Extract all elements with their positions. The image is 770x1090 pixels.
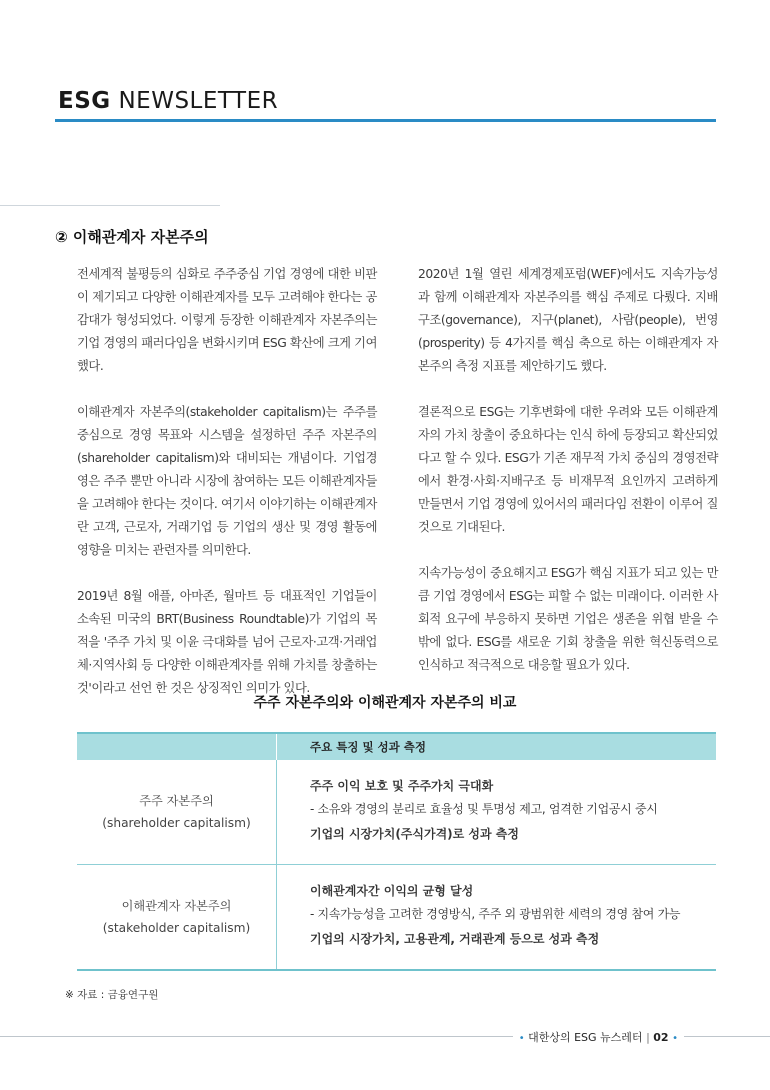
- section-title: ② 이해관계자 자본주의: [55, 228, 209, 246]
- row-detail: - 소유와 경영의 분리로 효율성 및 투명성 제고, 엄격한 기업공시 중시: [310, 802, 658, 816]
- row-label-cell: [77, 760, 276, 864]
- section-divider: [0, 205, 220, 206]
- page-number: 02: [653, 1031, 669, 1044]
- table-title: 주주 자본주의와 이해관계자 자본주의 비교: [253, 695, 517, 711]
- paragraph: 2019년 8월 애플, 아마존, 월마트 등 대표적인 기업들이 소속된 미국의 BRT(Business Roundtable)가 기업의 목적을 '주주 가치 및 이윤 극대화를 넘어 근로자·고객·거래업체·지역사회 등 다양한 이해관계자를 위해 가치를 창출하는 것'이라고 선언 한 것은 상징적인 의미가 있다.: [77, 589, 377, 695]
- table-header-empty-cell: [77, 734, 276, 760]
- row-label: 주주 자본주의: [139, 794, 214, 808]
- row-label: 이해관계자 자본주의: [121, 899, 232, 913]
- footer-separator: |: [646, 1031, 650, 1044]
- row-measure: 기업의 시장가치, 고용관계, 거래관계 등으로 성과 측정: [310, 932, 600, 946]
- row-measure: 기업의 시장가치(주식가격)로 성과 측정: [310, 827, 519, 841]
- left-column: [77, 263, 377, 723]
- newsletter-header: [58, 88, 278, 114]
- row-key-point: 주주 이익 보호 및 주주가치 극대화: [310, 779, 494, 793]
- bullet-dot-icon: •: [672, 1033, 678, 1044]
- header-title: NEWSLETTER: [118, 88, 279, 114]
- source-note: ※ 자료 : 금융연구원: [65, 989, 159, 1001]
- table-header-row: [77, 734, 716, 760]
- row-key-point: 이해관계자간 이익의 균형 달성: [310, 884, 474, 898]
- row-label-en: (shareholder capitalism): [102, 816, 251, 830]
- row-content-cell: [276, 865, 716, 969]
- table-header-cell: 주요 특징 및 성과 측정: [276, 734, 716, 760]
- bullet-dot-icon: •: [518, 1033, 525, 1044]
- table-row: [77, 760, 716, 864]
- paragraph: 지속가능성이 중요해지고 ESG가 핵심 지표가 되고 있는 만큼 기업 경영에서 ESG는 피할 수 없는 미래이다. 이러한 사회적 요구에 부응하지 못하면 기업은 생존을 위협 받을 수 밖에 없다. ESG를 새로운 기회 창출을 위한 혁신동력으로 인식하고 적극적으로 대응할 필요가 있다.: [418, 566, 718, 672]
- paragraph: 이해관계자 자본주의(stakeholder capitalism)는 주주를 중심으로 경영 목표와 시스템을 설정하던 주주 자본주의(shareholder capitalism)와 대비되는 개념이다. 기업경영은 주주 뿐만 아니라 시장에 참여하는 모든 이해관계자들을 고려해야 한다는 것이다. 여기서 이야기하는 이해관계자란 고객, 근로자, 거래기업 등 기업의 생산 및 경영 활동에 영향을 미치는 관련자를 의미한다.: [77, 405, 377, 557]
- comparison-table: [77, 732, 716, 971]
- paragraph: 전세계적 불평등의 심화로 주주중심 기업 경영에 대한 비판이 제기되고 다양한 이해관계자를 모두 고려해야 한다는 공감대가 형성되었다. 이렇게 등장한 이해관계자 자본주의는 기업 경영의 패러다임을 변화시키며 ESG 확산에 크게 기여했다.: [77, 267, 377, 373]
- header-brand: ESG: [58, 88, 111, 114]
- table-row: [77, 864, 716, 969]
- page-footer: [513, 1029, 684, 1045]
- row-content-cell: [276, 760, 716, 864]
- header-divider: [55, 119, 716, 122]
- paragraph: 2020년 1월 열린 세계경제포럼(WEF)에서도 지속가능성과 함께 이해관계자 자본주의를 핵심 주제로 다뤘다. 지배구조(governance), 지구(planet), 사람(people), 번영(prosperity) 등 4가지를 핵심 축으로 하는 이해관계자 자본주의 측정 지표를 제안하기도 했다.: [418, 267, 718, 373]
- publication-name: 대한상의 ESG 뉴스레터: [528, 1031, 643, 1044]
- row-label-cell: [77, 865, 276, 969]
- right-column: [418, 263, 718, 700]
- row-label-en: (stakeholder capitalism): [102, 921, 251, 935]
- row-detail: - 지속가능성을 고려한 경영방식, 주주 외 광범위한 세력의 경영 참여 가능: [310, 907, 681, 921]
- paragraph: 결론적으로 ESG는 기후변화에 대한 우려와 모든 이해관계자의 가치 창출이 중요하다는 인식 하에 등장되고 확산되었다고 할 수 있다. ESG가 기존 재무적 가치 중심의 경영전략에서 환경·사회·지배구조 등 비재무적 요인까지 고려하게 만들면서 기업 경영에 있어서의 패러다임 전환이 이루어 질 것으로 기대된다.: [418, 405, 718, 534]
